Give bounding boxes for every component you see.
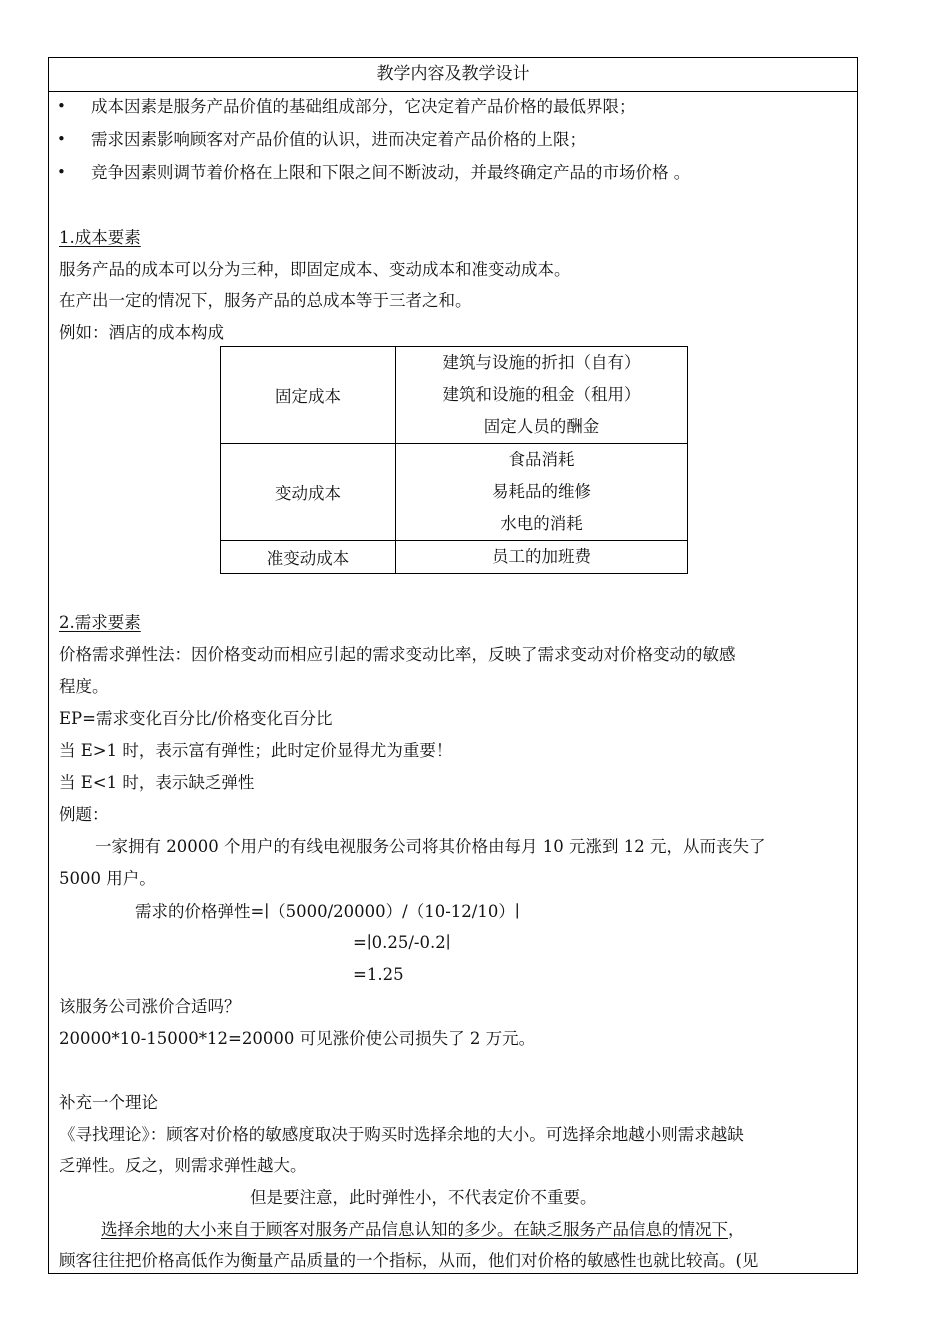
cost-type-variable: 变动成本 (221, 444, 396, 541)
closing-paragraph-2: 顾客往往把价格高低作为衡量产品质量的一个指标，从而，他们对价格的敏感性也就比较高。(见 (59, 1251, 759, 1270)
cost-item: 员工的加班费 (492, 547, 591, 566)
bullet-dot: • (57, 130, 66, 148)
cost-items-variable (396, 444, 688, 541)
cost-item: 固定人员的酬金 (483, 417, 600, 436)
cost-paragraph-2: 在产出一定的情况下，服务产品的总成本等于三者之和。 (59, 291, 472, 310)
comma: ， (728, 1220, 745, 1239)
content-frame (48, 57, 858, 1274)
closing-paragraph-1 (101, 1218, 745, 1242)
cost-item: 水电的消耗 (500, 514, 583, 533)
elasticity-definition-1: 价格需求弹性法：因价格变动而相应引起的需求变动比率，反映了需求变动对价格变动的敏感 (59, 645, 736, 664)
calc-line-1: 需求的价格弹性=∣（5000/20000）/（10-12/10）∣ (135, 902, 520, 921)
question-text: 该服务公司涨价合适吗？ (59, 997, 241, 1016)
example-label: 例题： (59, 805, 109, 824)
table-row (221, 541, 688, 574)
underlined-text: 在缺乏服务产品信息的情况下 (513, 1220, 728, 1239)
cost-item: 建筑与设施的折扣（自有） (442, 353, 641, 372)
table-row (221, 444, 688, 541)
supplement-note: 但是要注意，此时弹性小，不代表定价不重要。 (250, 1188, 597, 1207)
bullet-dot: • (57, 97, 66, 115)
bullet-dot: • (57, 163, 66, 181)
cost-items-semi-variable (396, 541, 688, 574)
table-row (221, 347, 688, 444)
elasticity-formula: EP=需求变化百分比/价格变化百分比 (59, 709, 333, 728)
cost-type-semi-variable: 准变动成本 (221, 541, 396, 574)
underlined-text: 选择余地的大小来自于顾客对服务产品信息认知的多少。 (101, 1220, 514, 1239)
example-text-1: 一家拥有 20000 个用户的有线电视服务公司将其价格由每月 10 元涨到 12 元，从而丧失了 (95, 837, 766, 856)
elastic-condition: 当 E>1 时，表示富有弹性；此时定价显得尤为重要！ (59, 741, 453, 760)
search-theory-1: 《寻找理论》：顾客对价格的敏感度取决于购买时选择余地的大小。可选择余地越小则需求越缺 (59, 1125, 744, 1144)
calc-line-2: =∣0.25/-0.2∣ (353, 933, 451, 952)
cost-items-fixed (396, 347, 688, 444)
cost-item: 易耗品的维修 (492, 482, 591, 501)
bullet-competition-factor: 竞争因素则调节着价格在上限和下限之间不断波动，并最终确定产品的市场价格 。 (91, 163, 691, 182)
elasticity-definition-2: 程度。 (59, 677, 109, 696)
calc-line-3: =1.25 (353, 965, 404, 984)
cost-paragraph-1: 服务产品的成本可以分为三种，即固定成本、变动成本和准变动成本。 (59, 260, 571, 279)
answer-text: 20000*10-15000*12=20000 可见涨价使公司损失了 2 万元。 (59, 1029, 536, 1048)
bullet-demand-factor: 需求因素影响顾客对产品价值的认识，进而决定着产品价格的上限； (91, 130, 586, 149)
cost-type-fixed: 固定成本 (221, 347, 396, 444)
cost-item: 建筑和设施的租金（租用） (442, 385, 641, 404)
bullet-cost-factor: 成本因素是服务产品价值的基础组成部分，它决定着产品价格的最低界限； (91, 97, 636, 116)
example-text-2: 5000 用户。 (59, 869, 156, 888)
cost-example-label: 例如：酒店的成本构成 (59, 323, 224, 342)
section-title-cost: 1.成本要素 (59, 228, 141, 247)
search-theory-2: 乏弹性。反之，则需求弹性越大。 (59, 1156, 307, 1175)
section-title-demand: 2.需求要素 (59, 613, 141, 632)
hotel-cost-table (220, 346, 688, 574)
supplement-title: 补充一个理论 (59, 1093, 158, 1112)
table-header: 教学内容及教学设计 (49, 58, 857, 92)
cost-item: 食品消耗 (508, 450, 575, 469)
inelastic-condition: 当 E<1 时，表示缺乏弹性 (59, 773, 255, 792)
